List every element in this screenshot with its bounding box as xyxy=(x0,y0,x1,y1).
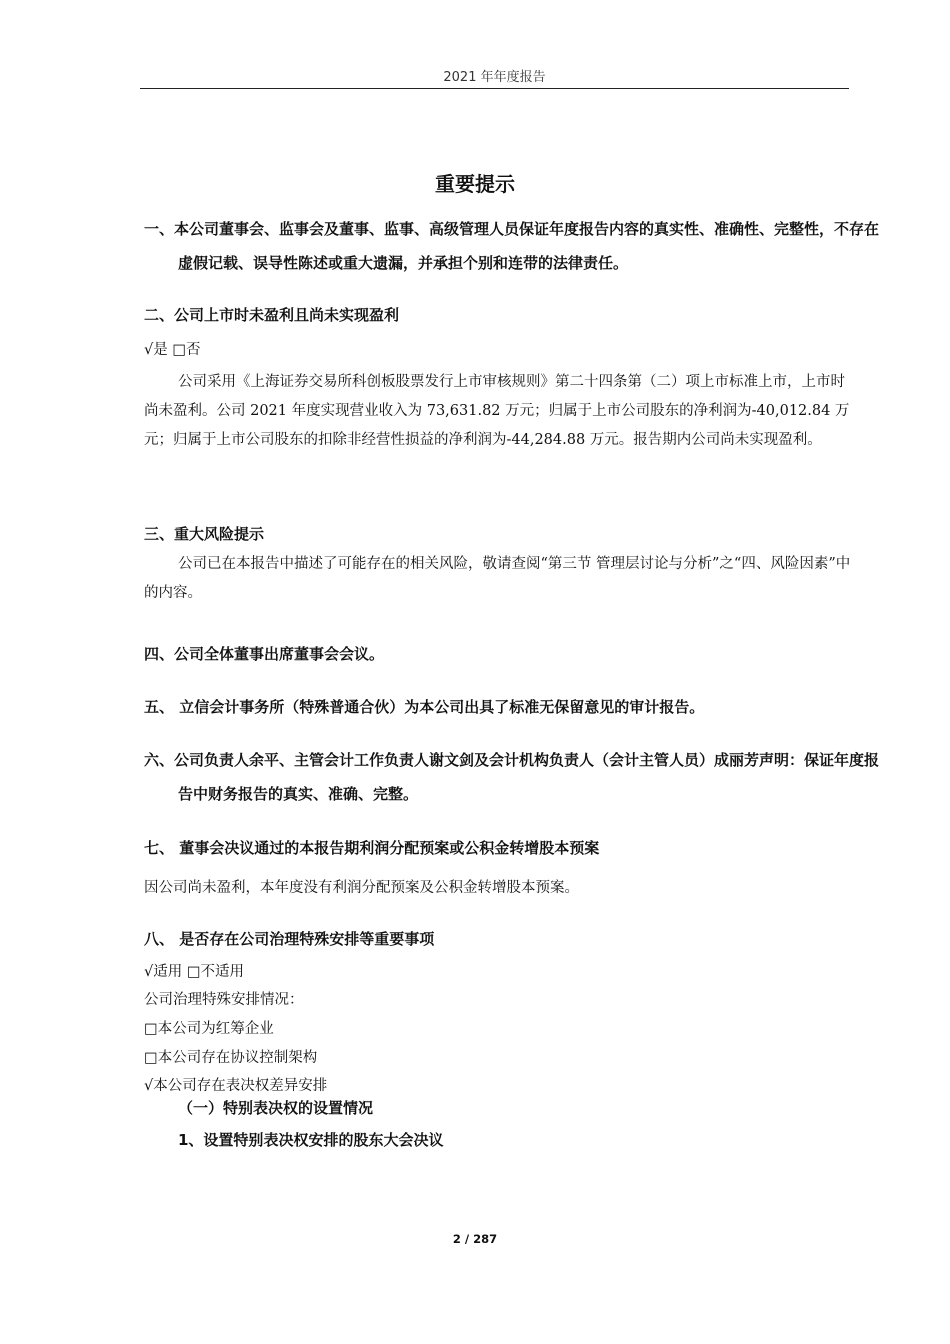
section-8-item-vie: □本公司存在协议控制架构 xyxy=(144,1050,318,1066)
section-4-statement: 四、公司全体董事出席董事会会议。 xyxy=(144,645,385,663)
section-7-heading: 七、 董事会决议通过的本报告期利润分配预案或公积金转增股本预案 xyxy=(144,839,600,857)
section-8-subheading-1: （一）特别表决权的设置情况 xyxy=(178,1099,374,1117)
section-2-options: √是 □否 xyxy=(144,342,201,358)
section-1-statement: 一、本公司董事会、监事会及董事、监事、高级管理人员保证年度报告内容的真实性、准确性、完整性，不存在虚假记载、误导性陈述或重大遗漏，并承担个别和连带的法律责任。 xyxy=(144,220,880,272)
section-2-heading: 二、公司上市时未盈利且尚未实现盈利 xyxy=(144,306,400,324)
section-3-heading: 三、重大风险提示 xyxy=(144,525,265,543)
section-6-statement: 六、公司负责人余平、主管会计工作负责人谢文剑及会计机构负责人（会计主管人员）成丽芳声明：保证年度报告中财务报告的真实、准确、完整。 xyxy=(144,751,880,803)
section-7-body: 因公司尚未盈利，本年度没有利润分配预案及公积金转增股本预案。 xyxy=(144,880,579,896)
page-header: 2021 年年度报告 xyxy=(443,70,546,85)
section-8-label: 公司治理特殊安排情况： xyxy=(144,992,304,1008)
section-5-statement: 五、 立信会计事务所（特殊普通合伙）为本公司出具了标准无保留意见的审计报告。 xyxy=(144,698,705,716)
section-3-body: 公司已在本报告中描述了可能存在的相关风险，敬请查阅“第三节 管理层讨论与分析”之“四、风险因素”中的内容。 xyxy=(144,556,851,601)
section-8-options: √适用 □不适用 xyxy=(144,964,245,980)
header-divider xyxy=(140,88,849,89)
section-2-body: 公司采用《上海证券交易所科创板股票发行上市审核规则》第二十四条第（二）项上市标准上市，上市时尚未盈利。公司 2021 年度实现营业收入为 73,631.82 万元；归属于上市公司股东的净利润为-40,012.84 万元；归属于上市公司股东的扣除非经营性损益的净利润为-44,284.88 万元。报告期内公司尚未实现盈利。 xyxy=(144,374,850,448)
section-8-item-red-chip: □本公司为红筹企业 xyxy=(144,1021,274,1037)
section-8-item-voting-rights: √本公司存在表决权差异安排 xyxy=(144,1078,328,1094)
section-8-subheading-2: 1、设置特别表决权安排的股东大会决议 xyxy=(178,1131,444,1149)
page-number: 2 / 287 xyxy=(452,1232,498,1246)
page-title: 重要提示 xyxy=(435,172,515,196)
section-8-heading: 八、 是否存在公司治理特殊安排等重要事项 xyxy=(144,930,435,948)
